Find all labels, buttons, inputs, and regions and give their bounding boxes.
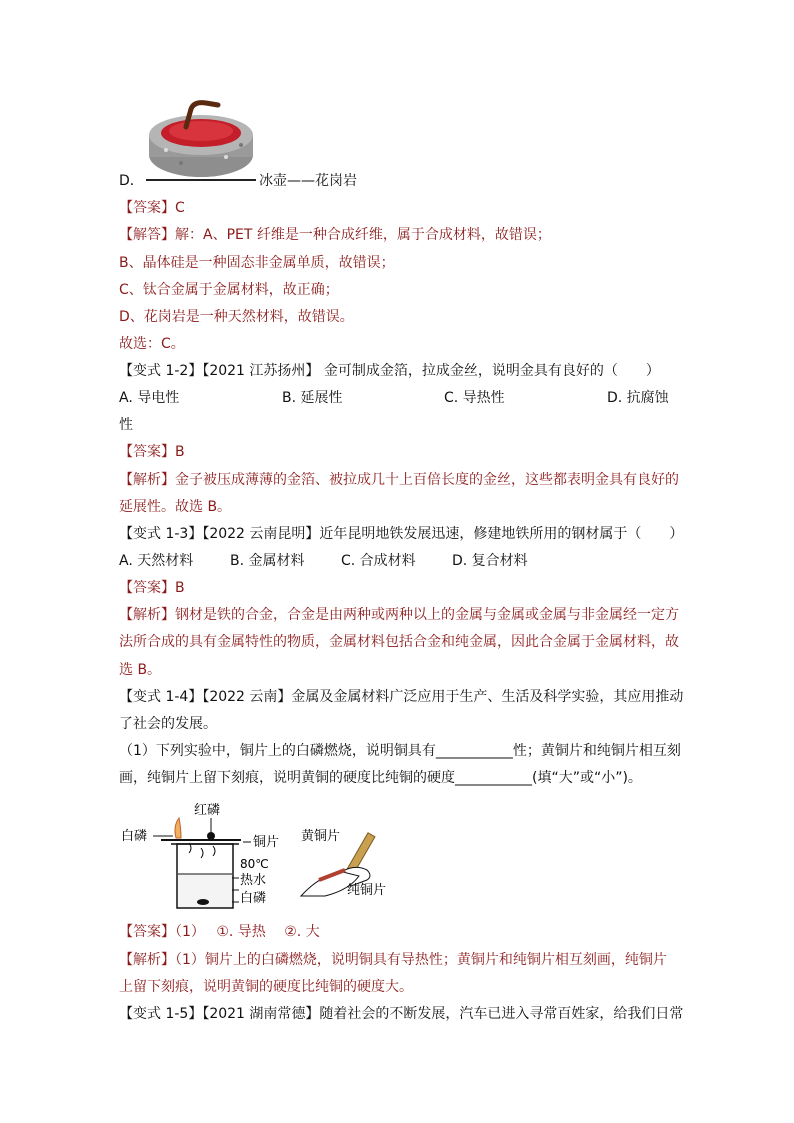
explanation-line: 【解答】解：A、PET 纤维是一种合成纤维，属于合成材料，故错误； — [119, 227, 551, 243]
label-hot-water: 热水 — [240, 873, 267, 888]
explanation-line: 【解析】（1）铜片上的白磷燃烧，说明铜具有导热性；黄铜片和纯铜片相互刻画，纯铜片 — [119, 952, 667, 968]
explanation-line: 【解析】钢材是铁的合金，合金是由两种或两种以上的金属与金属或金属与非金属经一定方 — [119, 607, 679, 623]
label-red-phosphorus: 红磷 — [194, 803, 221, 818]
explanation-line: 法所合成的具有金属特性的物质，金属材料包括合金和纯金属，因此合金属于金属材料，故 — [119, 634, 679, 650]
explanation-line: 延展性。故选 B。 — [119, 499, 232, 515]
question-stem: 【变式 1-2】【2021 江苏扬州】 金可制成金箔，拉成金丝，说明金具有良好的（ ） — [119, 363, 660, 379]
curling-stone-image — [146, 95, 256, 185]
question-stem: 【变式 1-5】【2021 湖南常德】随着社会的不断发展，汽车已进入寻常百姓家，给我们日常 — [119, 1006, 684, 1022]
option-b: B. 金属材料 — [230, 553, 305, 569]
experiment-figure — [119, 798, 409, 916]
option-d: D. 抗腐蚀 — [607, 390, 669, 406]
option-c: C. 合成材料 — [341, 553, 416, 569]
explanation-line: 上留下刻痕，说明黄铜的硬度比纯铜的硬度大。 — [119, 979, 413, 995]
answer-line: 【答案】（1） ①. 导热 ②. 大 — [119, 924, 320, 940]
option-b: B. 延展性 — [282, 390, 343, 406]
option-a: A. 天然材料 — [119, 553, 194, 569]
explanation-line: 选 B。 — [119, 662, 162, 678]
sub-question: 画，纯铜片上留下刻痕，说明黄铜的硬度比纯铜的硬度___________(填“大”或“小”)。 — [119, 770, 642, 786]
answer-line: 【答案】C — [119, 200, 185, 216]
explanation-line: 故选：C。 — [119, 336, 185, 352]
label-pure-copper: 纯铜片 — [347, 883, 387, 898]
question-stem: 【变式 1-3】【2022 云南昆明】近年昆明地铁发展迅速，修建地铁所用的钢材属于（ ） — [119, 526, 684, 542]
explanation-line: C、钛合金属于金属材料，故正确； — [119, 282, 339, 298]
answer-line: 【答案】B — [119, 444, 185, 460]
label-white-phosphorus: 白磷 — [121, 829, 148, 844]
label-brass-sheet: 黄铜片 — [301, 829, 341, 844]
option-d: D. 复合材料 — [452, 553, 528, 569]
option-c: C. 导热性 — [444, 390, 505, 406]
label-temperature: 80℃ — [240, 857, 269, 871]
explanation-line: 【解析】金子被压成薄薄的金箔、被拉成几十上百倍长度的金丝，这些都表明金具有良好的 — [119, 472, 679, 488]
option-wrap: 性 — [119, 417, 133, 433]
explanation-line: D、花岗岩是一种天然材料，故错误。 — [119, 309, 354, 325]
question-stem-cont: 了社会的发展。 — [119, 716, 217, 732]
label-white-phosphorus-2: 白磷 — [240, 891, 267, 906]
option-label: D． — [119, 173, 144, 189]
explanation-line: B、晶体硅是一种固态非金属单质，故错误； — [119, 255, 395, 271]
option-a: A. 导电性 — [119, 390, 180, 406]
sub-question: （1）下列实验中，铜片上的白磷燃烧，说明铜具有___________性；黄铜片和纯铜片相互刻 — [119, 743, 681, 759]
label-copper-sheet: 铜片 — [253, 835, 280, 850]
option-caption: 冰壶——花岗岩 — [259, 173, 357, 189]
answer-line: 【答案】B — [119, 580, 185, 596]
question-stem: 【变式 1-4】【2022 云南】金属及金属材料广泛应用于生产、生活及科学实验，其应用推动 — [119, 689, 684, 705]
